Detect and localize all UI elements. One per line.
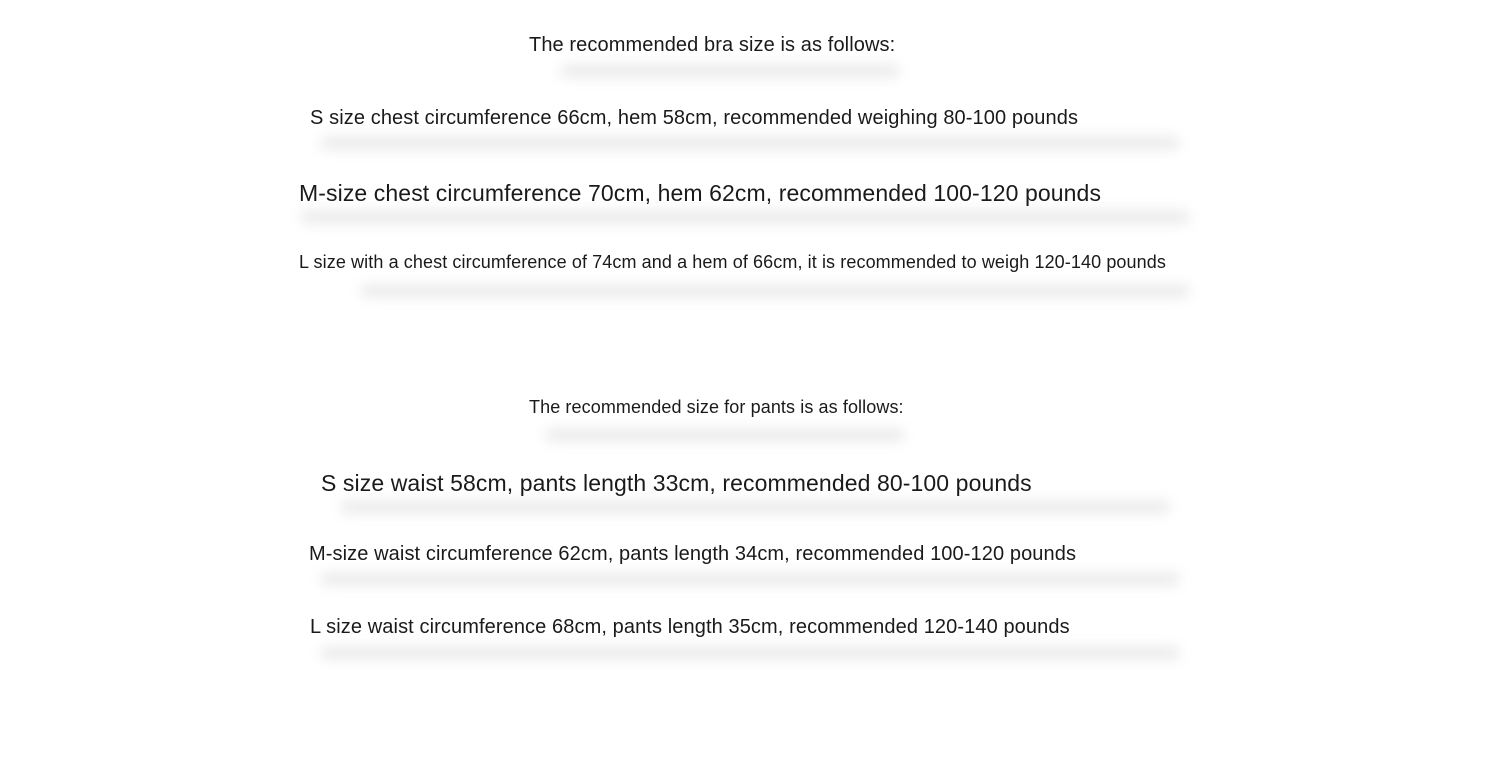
pants-size-l-row: L size waist circumference 68cm, pants length 35cm, recommended 120-140 pounds	[310, 616, 1070, 638]
shadow-smudge	[320, 136, 1180, 150]
shadow-smudge	[320, 572, 1180, 586]
bra-size-heading: The recommended bra size is as follows:	[529, 34, 896, 56]
bra-size-m-row: M-size chest circumference 70cm, hem 62cm, recommended 100-120 pounds	[299, 180, 1102, 206]
pants-size-s-row: S size waist 58cm, pants length 33cm, recommended 80-100 pounds	[321, 470, 1032, 496]
pants-size-heading: The recommended size for pants is as follows:	[529, 397, 904, 417]
shadow-smudge	[545, 428, 905, 442]
shadow-smudge	[560, 64, 900, 78]
shadow-smudge	[340, 500, 1170, 514]
shadow-smudge	[300, 210, 1190, 224]
shadow-smudge	[360, 284, 1190, 298]
shadow-smudge	[320, 646, 1180, 660]
pants-size-m-row: M-size waist circumference 62cm, pants length 34cm, recommended 100-120 pounds	[309, 543, 1077, 565]
bra-size-l-row: L size with a chest circumference of 74cm and a hem of 66cm, it is recommended to weigh 120-140 pounds	[299, 252, 1166, 272]
bra-size-s-row: S size chest circumference 66cm, hem 58cm, recommended weighing 80-100 pounds	[310, 107, 1079, 129]
